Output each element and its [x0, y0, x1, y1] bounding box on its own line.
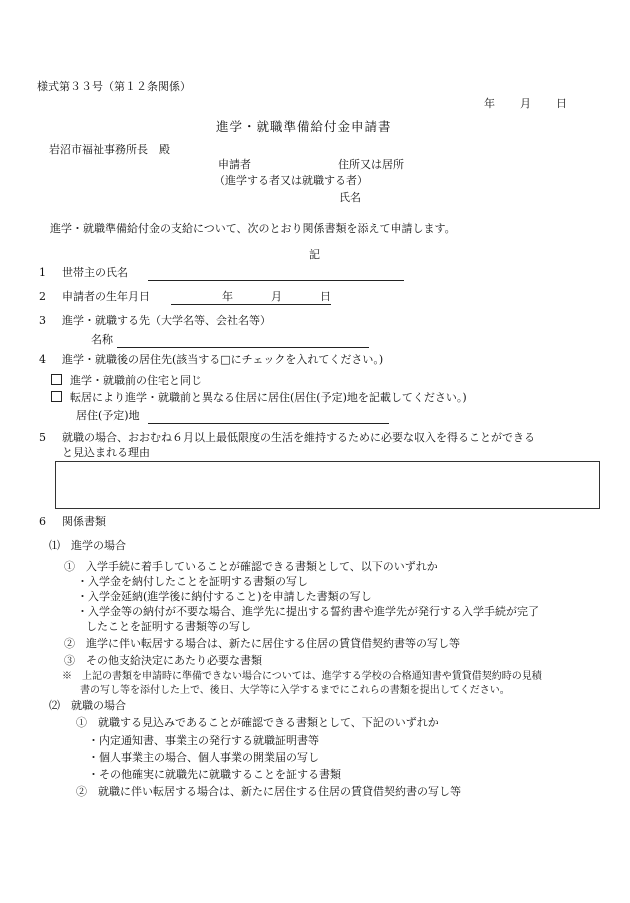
item2-label: 申請者の生年月日 — [62, 290, 150, 303]
reason-textbox[interactable] — [55, 461, 600, 509]
docs-employment-item1: ① 就職する見込みであることが確認できる書類として、下記のいずれか — [76, 716, 439, 729]
destination-name-label: 名称 — [91, 333, 113, 346]
docs-education-bullet3-line2: したことを証明する書類等の写し — [86, 620, 251, 633]
item4-label: 進学・就職後の居住先(該当する□にチェックを入れてください。) — [62, 353, 384, 366]
item6-label: 関係書類 — [62, 515, 106, 528]
docs-education-item2: ② 進学に伴い転居する場合は、新たに居住する住居の賃貸借契約書等の写し等 — [64, 637, 460, 650]
option-same-label: 進学・就職前の住宅と同じ — [70, 374, 202, 387]
docs-education-item3: ③ その他支給決定にあたり必要な書類 — [64, 654, 262, 667]
docs-note-line2: 書の写し等を添付した上で、後日、大学等に入学するまでにこれらの書類を提出してください。 — [80, 685, 510, 696]
checkbox-icon[interactable] — [51, 391, 62, 402]
date-month: 月 — [520, 97, 531, 110]
docs-employment-heading: ⑵ 就職の場合 — [49, 699, 126, 712]
residence-field[interactable] — [148, 423, 389, 424]
residence-label: 居住(予定)地 — [76, 409, 140, 422]
item2-number: 2 — [39, 290, 46, 303]
item4-number: 4 — [39, 353, 46, 366]
item5-line2: と見込まれる理由 — [62, 446, 150, 459]
date-year: 年 — [484, 97, 495, 110]
residence-option-same[interactable] — [51, 374, 202, 388]
item5-number: 5 — [39, 431, 46, 444]
item1-label: 世帯主の氏名 — [62, 266, 128, 279]
item1-number: 1 — [39, 266, 46, 279]
form-number: 様式第３３号（第１２条関係） — [37, 80, 191, 93]
docs-education-bullet1: ・入学金を納付したことを証明する書類の写し — [77, 575, 308, 588]
addressee: 岩沼市福祉事務所長 殿 — [49, 143, 170, 156]
checkbox-icon[interactable] — [51, 374, 62, 385]
residence-option-moved[interactable] — [51, 391, 467, 405]
birthdate-field[interactable] — [171, 304, 331, 305]
applicant-sub-label: （進学する者又は就職する者） — [214, 174, 368, 187]
intro-text: 進学・就職準備給付金の支給について、次のとおり関係書類を添えて申請します。 — [50, 222, 456, 235]
docs-education-item1: ① 入学手続に着手していることが確認できる書類として、以下のいずれか — [64, 560, 438, 573]
docs-employment-bullet2: ・個人事業主の場合、個人事業の開業届の写し — [88, 751, 319, 764]
item3-number: 3 — [39, 314, 46, 327]
page-title: 進学・就職準備給付金申請書 — [216, 119, 392, 134]
birth-day-label: 日 — [320, 290, 331, 303]
birth-month-label: 月 — [271, 290, 282, 303]
item3-label: 進学・就職する先（大学名等、会社名等） — [62, 314, 271, 327]
docs-employment-item2: ② 就職に伴い転居する場合は、新たに居住する住居の賃貸借契約書の写し等 — [76, 785, 461, 798]
item6-number: 6 — [39, 515, 46, 528]
item5-line1: 就職の場合、おおむね６月以上最低限度の生活を維持するために必要な収入を得ることができる — [62, 431, 535, 444]
option-moved-label: 転居により進学・就職前と異なる住居に居住(居住(予定)地を記載してください。) — [70, 391, 467, 404]
docs-employment-bullet1: ・内定通知書、事業主の発行する就職証明書等 — [88, 734, 319, 747]
destination-name-field[interactable] — [117, 347, 369, 348]
docs-education-heading: ⑴ 進学の場合 — [49, 539, 126, 552]
docs-education-bullet3-line1: ・入学金等の納付が不要な場合、進学先に提出する誓約書や進学先が発行する入学手続が完了 — [77, 605, 539, 618]
date-day: 日 — [556, 97, 567, 110]
birth-year-label: 年 — [222, 290, 233, 303]
applicant-label: 申請者 — [218, 158, 251, 171]
docs-education-bullet2: ・入学金延納(進学後に納付すること)を申請した書類の写し — [77, 590, 372, 603]
address-label: 住所又は居所 — [338, 158, 404, 171]
docs-employment-bullet3: ・その他確実に就職先に就職することを証する書類 — [88, 768, 341, 781]
docs-note-line1: ※ 上記の書類を申請時に準備できない場合については、進学する学校の合格通知書や賃貸借契約時の見積 — [62, 671, 542, 682]
applicant-name-label: 氏名 — [339, 191, 361, 204]
ki-label: 記 — [309, 248, 320, 261]
householder-name-field[interactable] — [148, 280, 404, 281]
